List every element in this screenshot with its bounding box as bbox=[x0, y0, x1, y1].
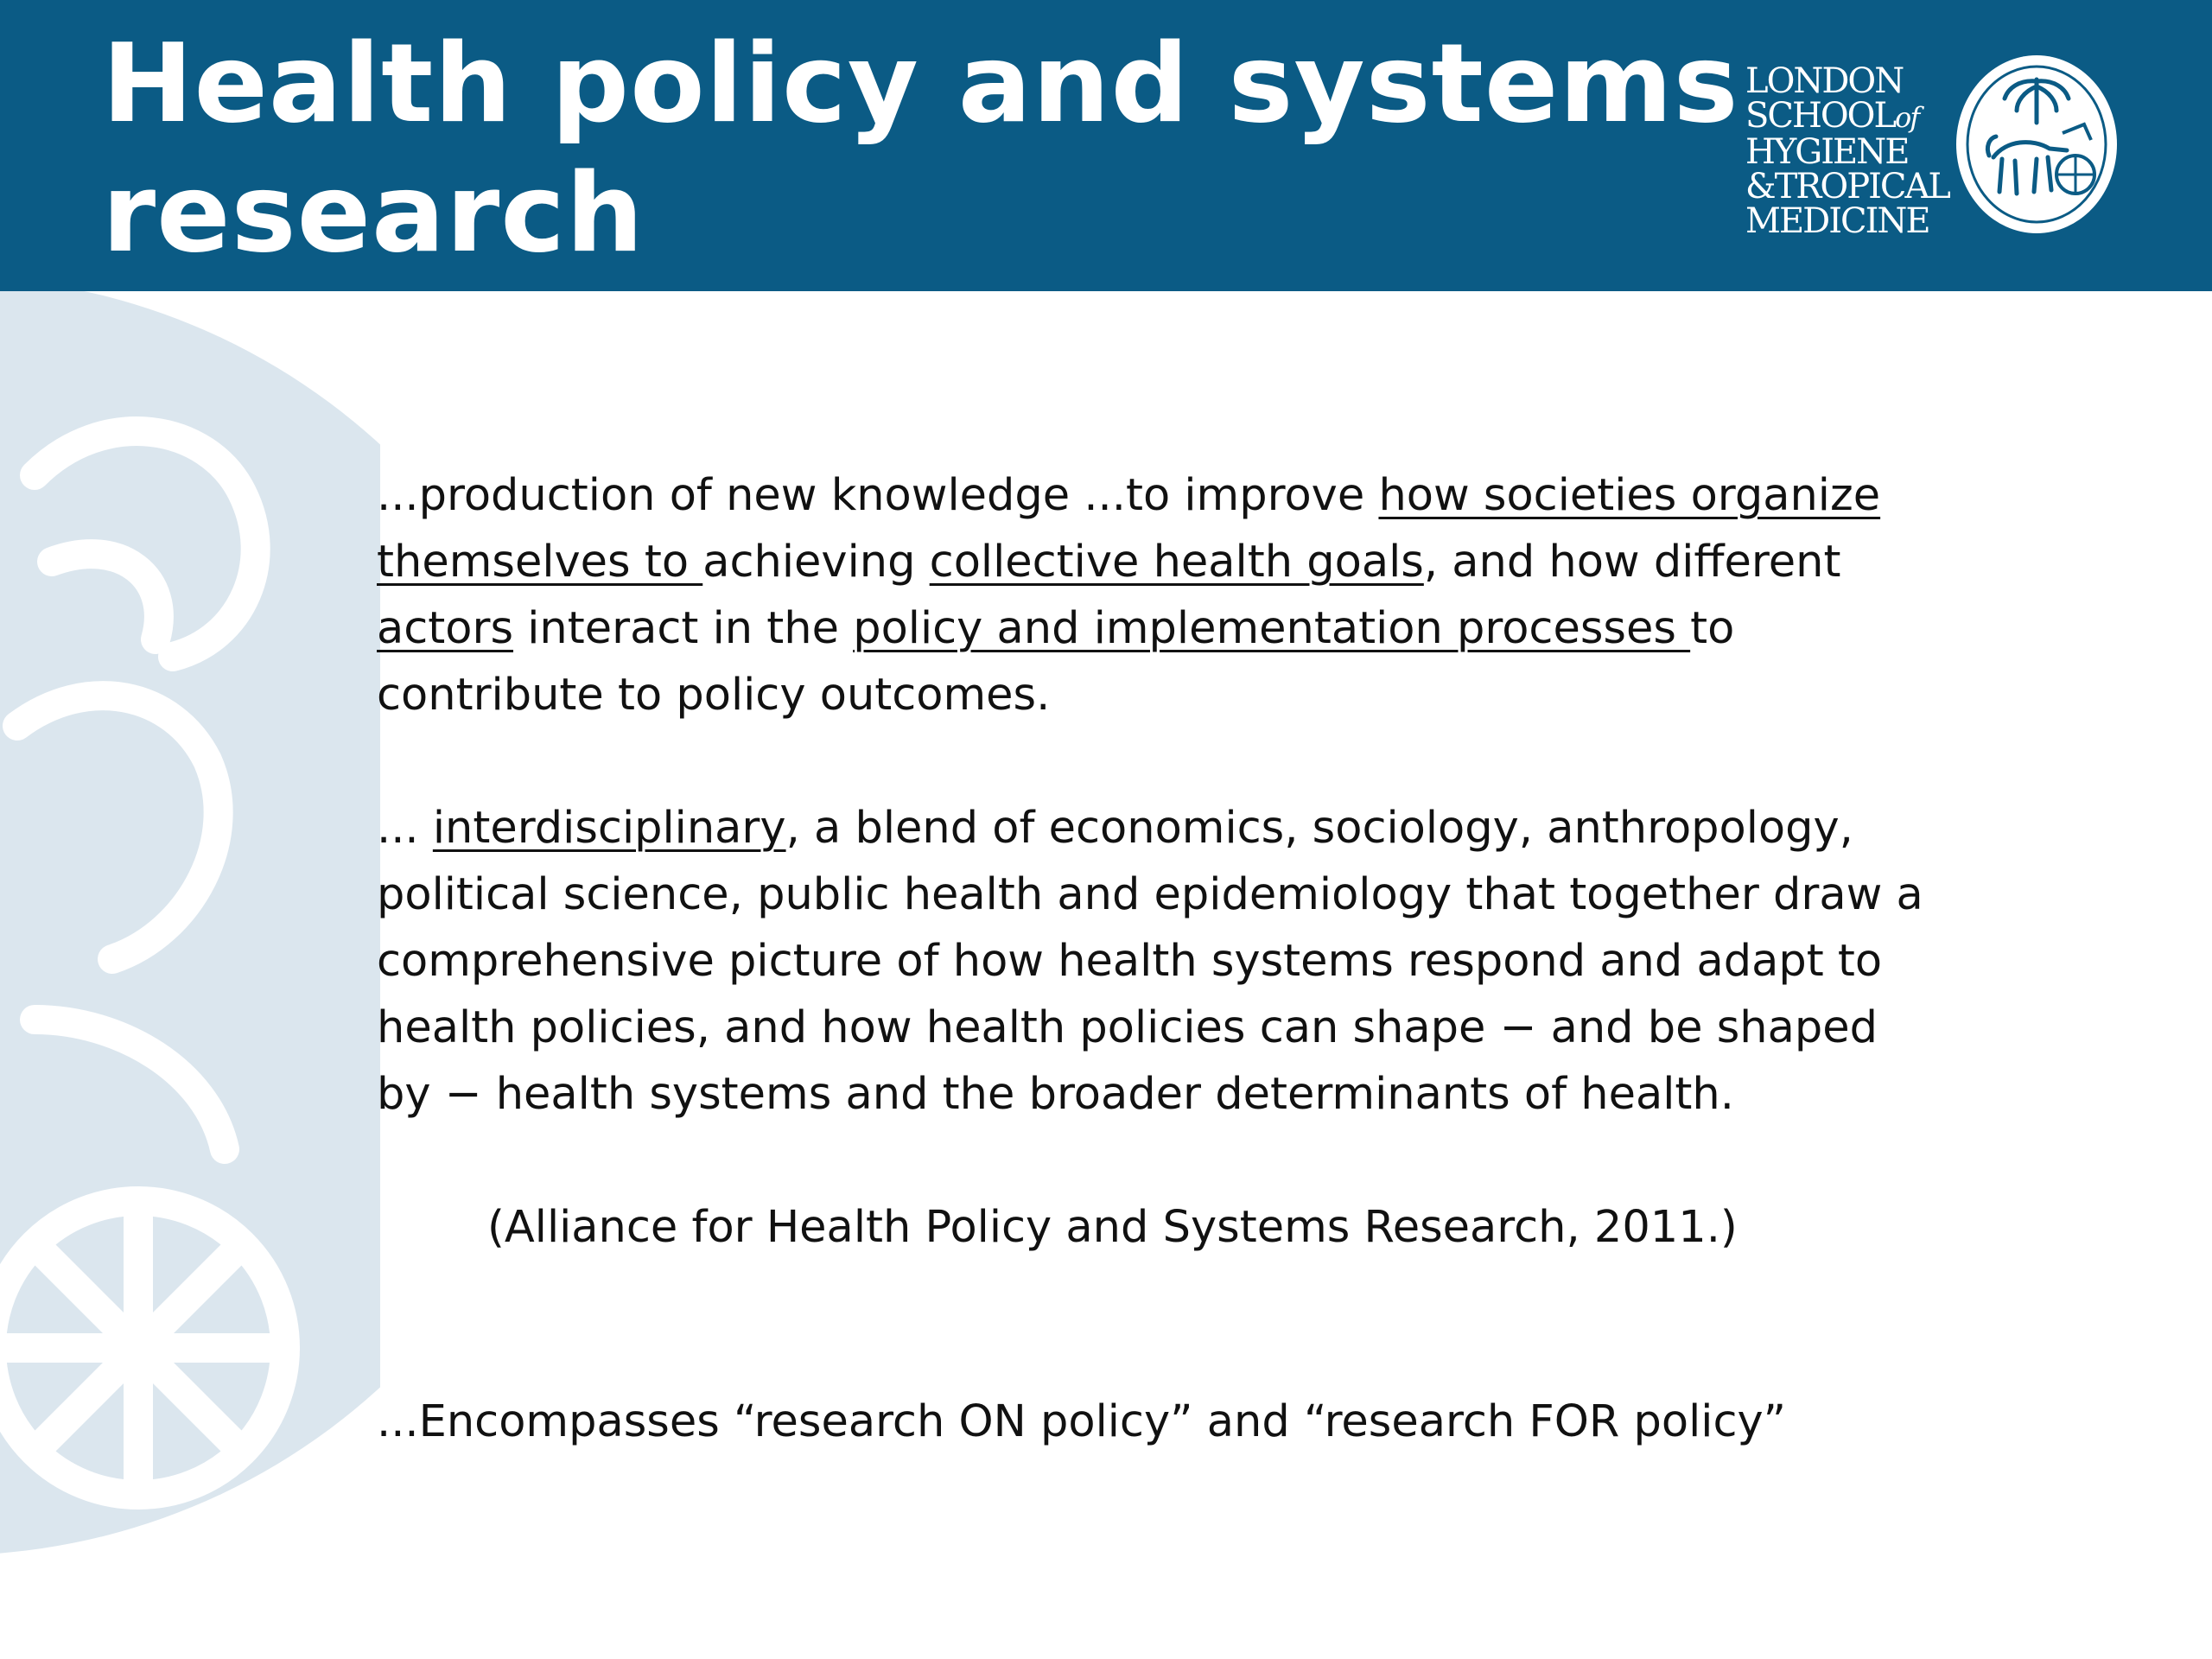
logo-line-2-suffix: of bbox=[1895, 101, 1919, 134]
slide-body bbox=[377, 462, 1932, 1455]
p1-text-1: ...production of new knowledge ...to improve bbox=[377, 470, 1379, 521]
p2-text-2: , a blend of economics, sociology, anthropology, political science, public health and epidemiology that together draw a comprehensive picture of how health systems respond and adapt to health policies, and how health policies can shape − and be shaped by − health systems and the broader determinants of health. bbox=[377, 803, 1923, 1120]
logo-line-5: MEDICINE bbox=[1745, 201, 1929, 241]
interdisciplinary-paragraph bbox=[377, 795, 1932, 1128]
p2-text-1: ... bbox=[377, 803, 433, 854]
definition-paragraph bbox=[377, 462, 1932, 728]
school-seal-watermark bbox=[0, 276, 380, 1555]
p1-underline-processes: policy and implementation processes bbox=[853, 603, 1691, 654]
header-bar bbox=[0, 0, 2212, 291]
encompasses-paragraph: ...Encompasses “research ON policy” and “research FOR policy” bbox=[377, 1396, 1787, 1447]
p2-underline-interdisciplinary: interdisciplinary bbox=[432, 803, 786, 854]
citation: (Alliance for Health Policy and Systems Research, 2011.) bbox=[487, 1202, 1738, 1253]
lshtm-logo-text bbox=[1745, 61, 1953, 241]
logo-line-1: LONDON bbox=[1745, 61, 1904, 101]
logo-line-4: &TROPICAL bbox=[1745, 167, 1949, 207]
logo-line-2-main: SCHOOL bbox=[1745, 96, 1896, 136]
lshtm-seal-icon bbox=[1955, 54, 2119, 235]
slide-title: Health policy and systems research bbox=[102, 20, 1739, 276]
p1-underline-societies: how societies organize themselves to bbox=[377, 470, 1881, 588]
logo-line-2 bbox=[1745, 96, 1953, 136]
p1-text-3: , and how different bbox=[1423, 537, 1841, 588]
p1-text-4: interact in the bbox=[513, 603, 854, 654]
p1-text-2: achieving bbox=[702, 537, 930, 588]
p1-underline-goals: collective health goals bbox=[929, 537, 1424, 588]
p1-text-5: to contribute to policy outcomes. bbox=[377, 603, 1735, 721]
logo-line-3: HYGIENE bbox=[1745, 132, 1909, 172]
p1-underline-actors: actors bbox=[377, 603, 514, 654]
